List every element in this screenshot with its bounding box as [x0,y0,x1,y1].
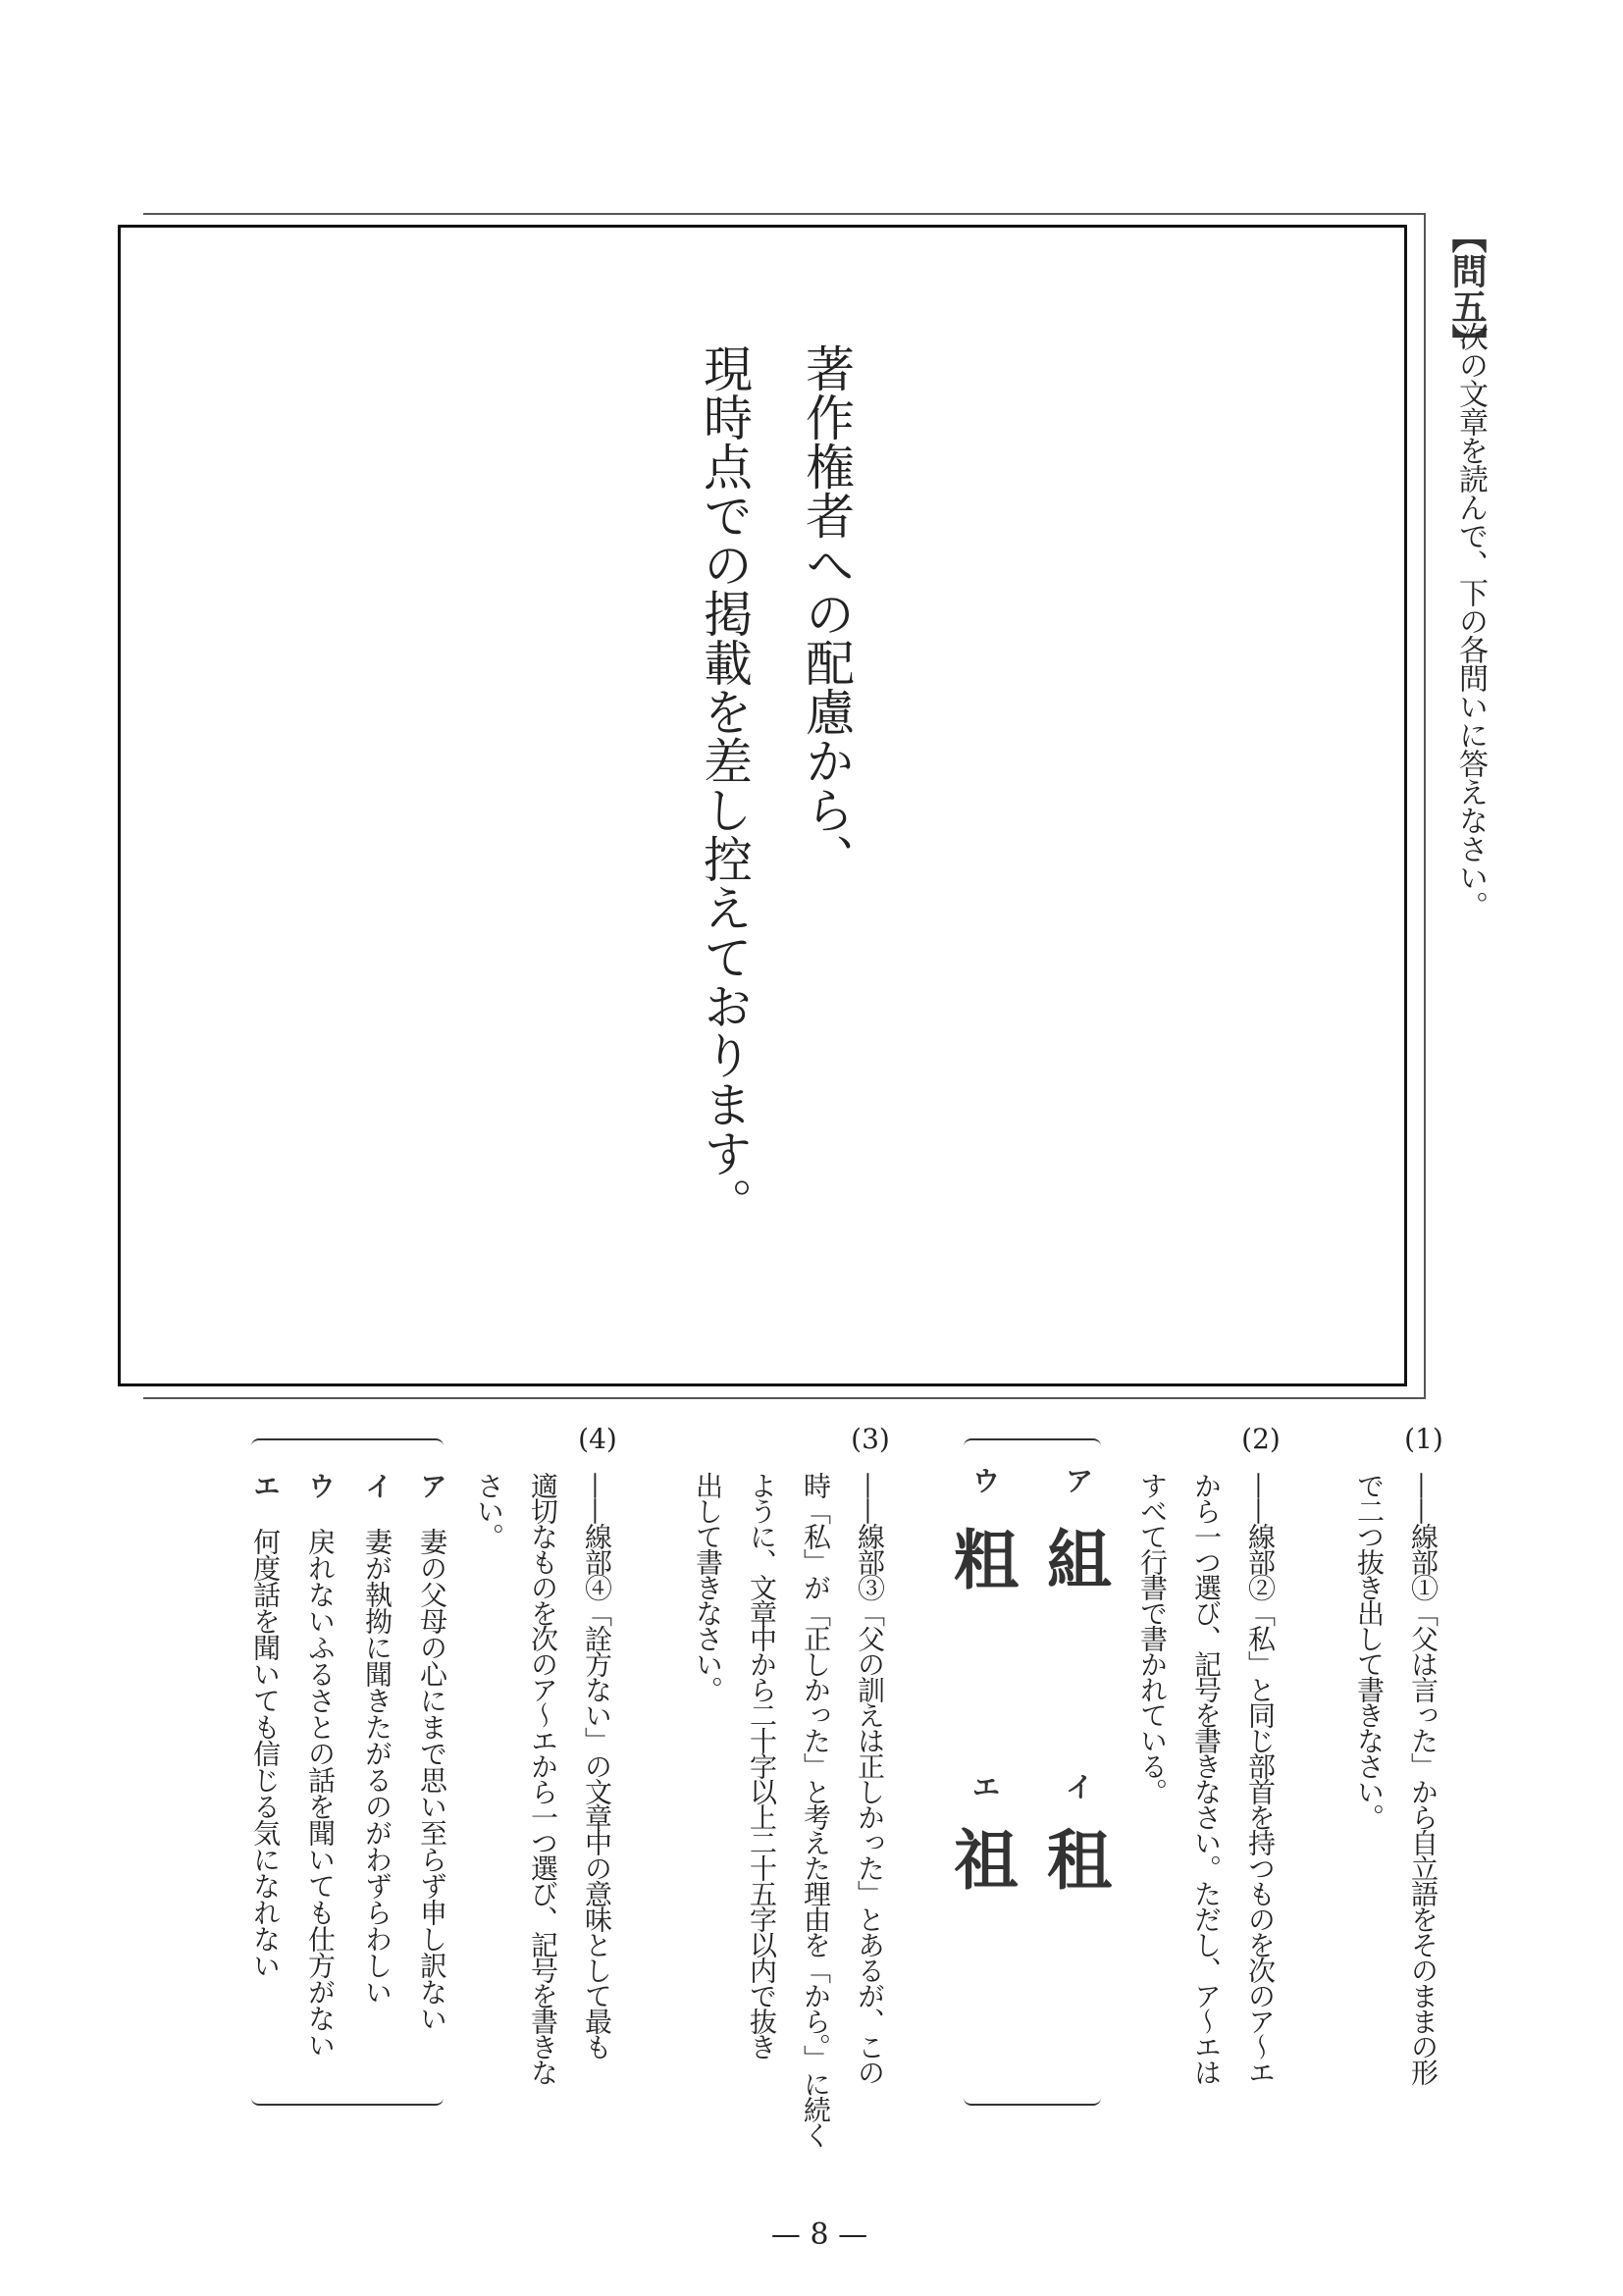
copyright-line: 著作権者への配慮から、 [798,343,855,883]
instruction-text: 次の文章を読んで、下の各問いに答えなさい。 [1453,322,1488,919]
choice-kanji[interactable]: 祖 [954,1822,1019,1899]
choice-option[interactable] [300,1472,340,2058]
question-3-number: (3) [851,1423,890,1455]
question-1-number: (1) [1404,1423,1443,1455]
choice-label: イ [1065,1771,1093,1803]
question-header: 【問五】 [1446,218,1487,359]
question-line: で二つ抜き出して書きなさい。 [1353,1472,1386,1829]
choice-kanji[interactable]: 租 [1047,1822,1112,1899]
choice-label: イ [361,1472,393,1498]
choice-kanji[interactable]: 組 [1047,1522,1112,1598]
question-4-text [462,1472,624,2084]
question-4-number: (4) [578,1423,617,1455]
question-line: ように、文章中から二十字以上二十五字以内で抜き [746,1472,778,2059]
question-2-number: (2) [1241,1423,1281,1455]
question-line: 適切なものを次のア〜エから一つ選び、記号を書きな [527,1472,559,2084]
choice-text: 戻れないふるさとの話を聞いても仕方がない [304,1528,337,2058]
choice-label: ア [416,1472,448,1498]
question-1-text [1342,1472,1450,2084]
question-line: すべて行書で書かれている。 [1136,1472,1169,1803]
question-line: ——線部①「父は言った」から自立語をそのままの形 [1407,1472,1440,2084]
choice-label: エ [249,1472,282,1498]
choice-option[interactable] [357,1472,396,2005]
question-line: ——線部②「私」と同じ部首を持つものを次のア〜エ [1244,1472,1277,2084]
question-2-text [1126,1472,1287,2084]
choice-label: ウ [971,1465,1000,1497]
choice-label: エ [971,1771,1000,1803]
question-line: 時「私」が「正しかった」と考えた理由を「から。」に続く [800,1472,832,2147]
page-number: — 8 — [770,2218,868,2252]
choice-option[interactable] [412,1472,451,2031]
question-line: から一つ選び、記号を書きなさい。ただし、ア〜エは [1190,1472,1223,2084]
question-line: さい。 [473,1472,505,1548]
question-line: ——線部④「詮方ない」の文章中の意味として最も [581,1472,613,2059]
copyright-notice [673,343,877,1226]
copyright-line: 現時点での掲載を差し控えております。 [696,343,753,1226]
choice-option[interactable] [245,1472,285,1978]
choice-text: 何度話を聞いても信じる気になれない [249,1528,282,1978]
question-line: 出して書きなさい。 [692,1472,724,1701]
question-line: ——線部③「父の訓えは正しかった」とあるが、この [854,1472,886,2084]
choice-kanji[interactable]: 粗 [954,1522,1019,1598]
choice-text: 妻が執拗に聞きたがるのがわずらわしい [361,1528,393,2005]
choice-label: ウ [304,1472,337,1498]
choice-text: 妻の父母の心にまで思い至らず申し訳ない [416,1528,448,2031]
question-3-text [681,1472,897,2147]
choice-label: ア [1065,1465,1093,1497]
